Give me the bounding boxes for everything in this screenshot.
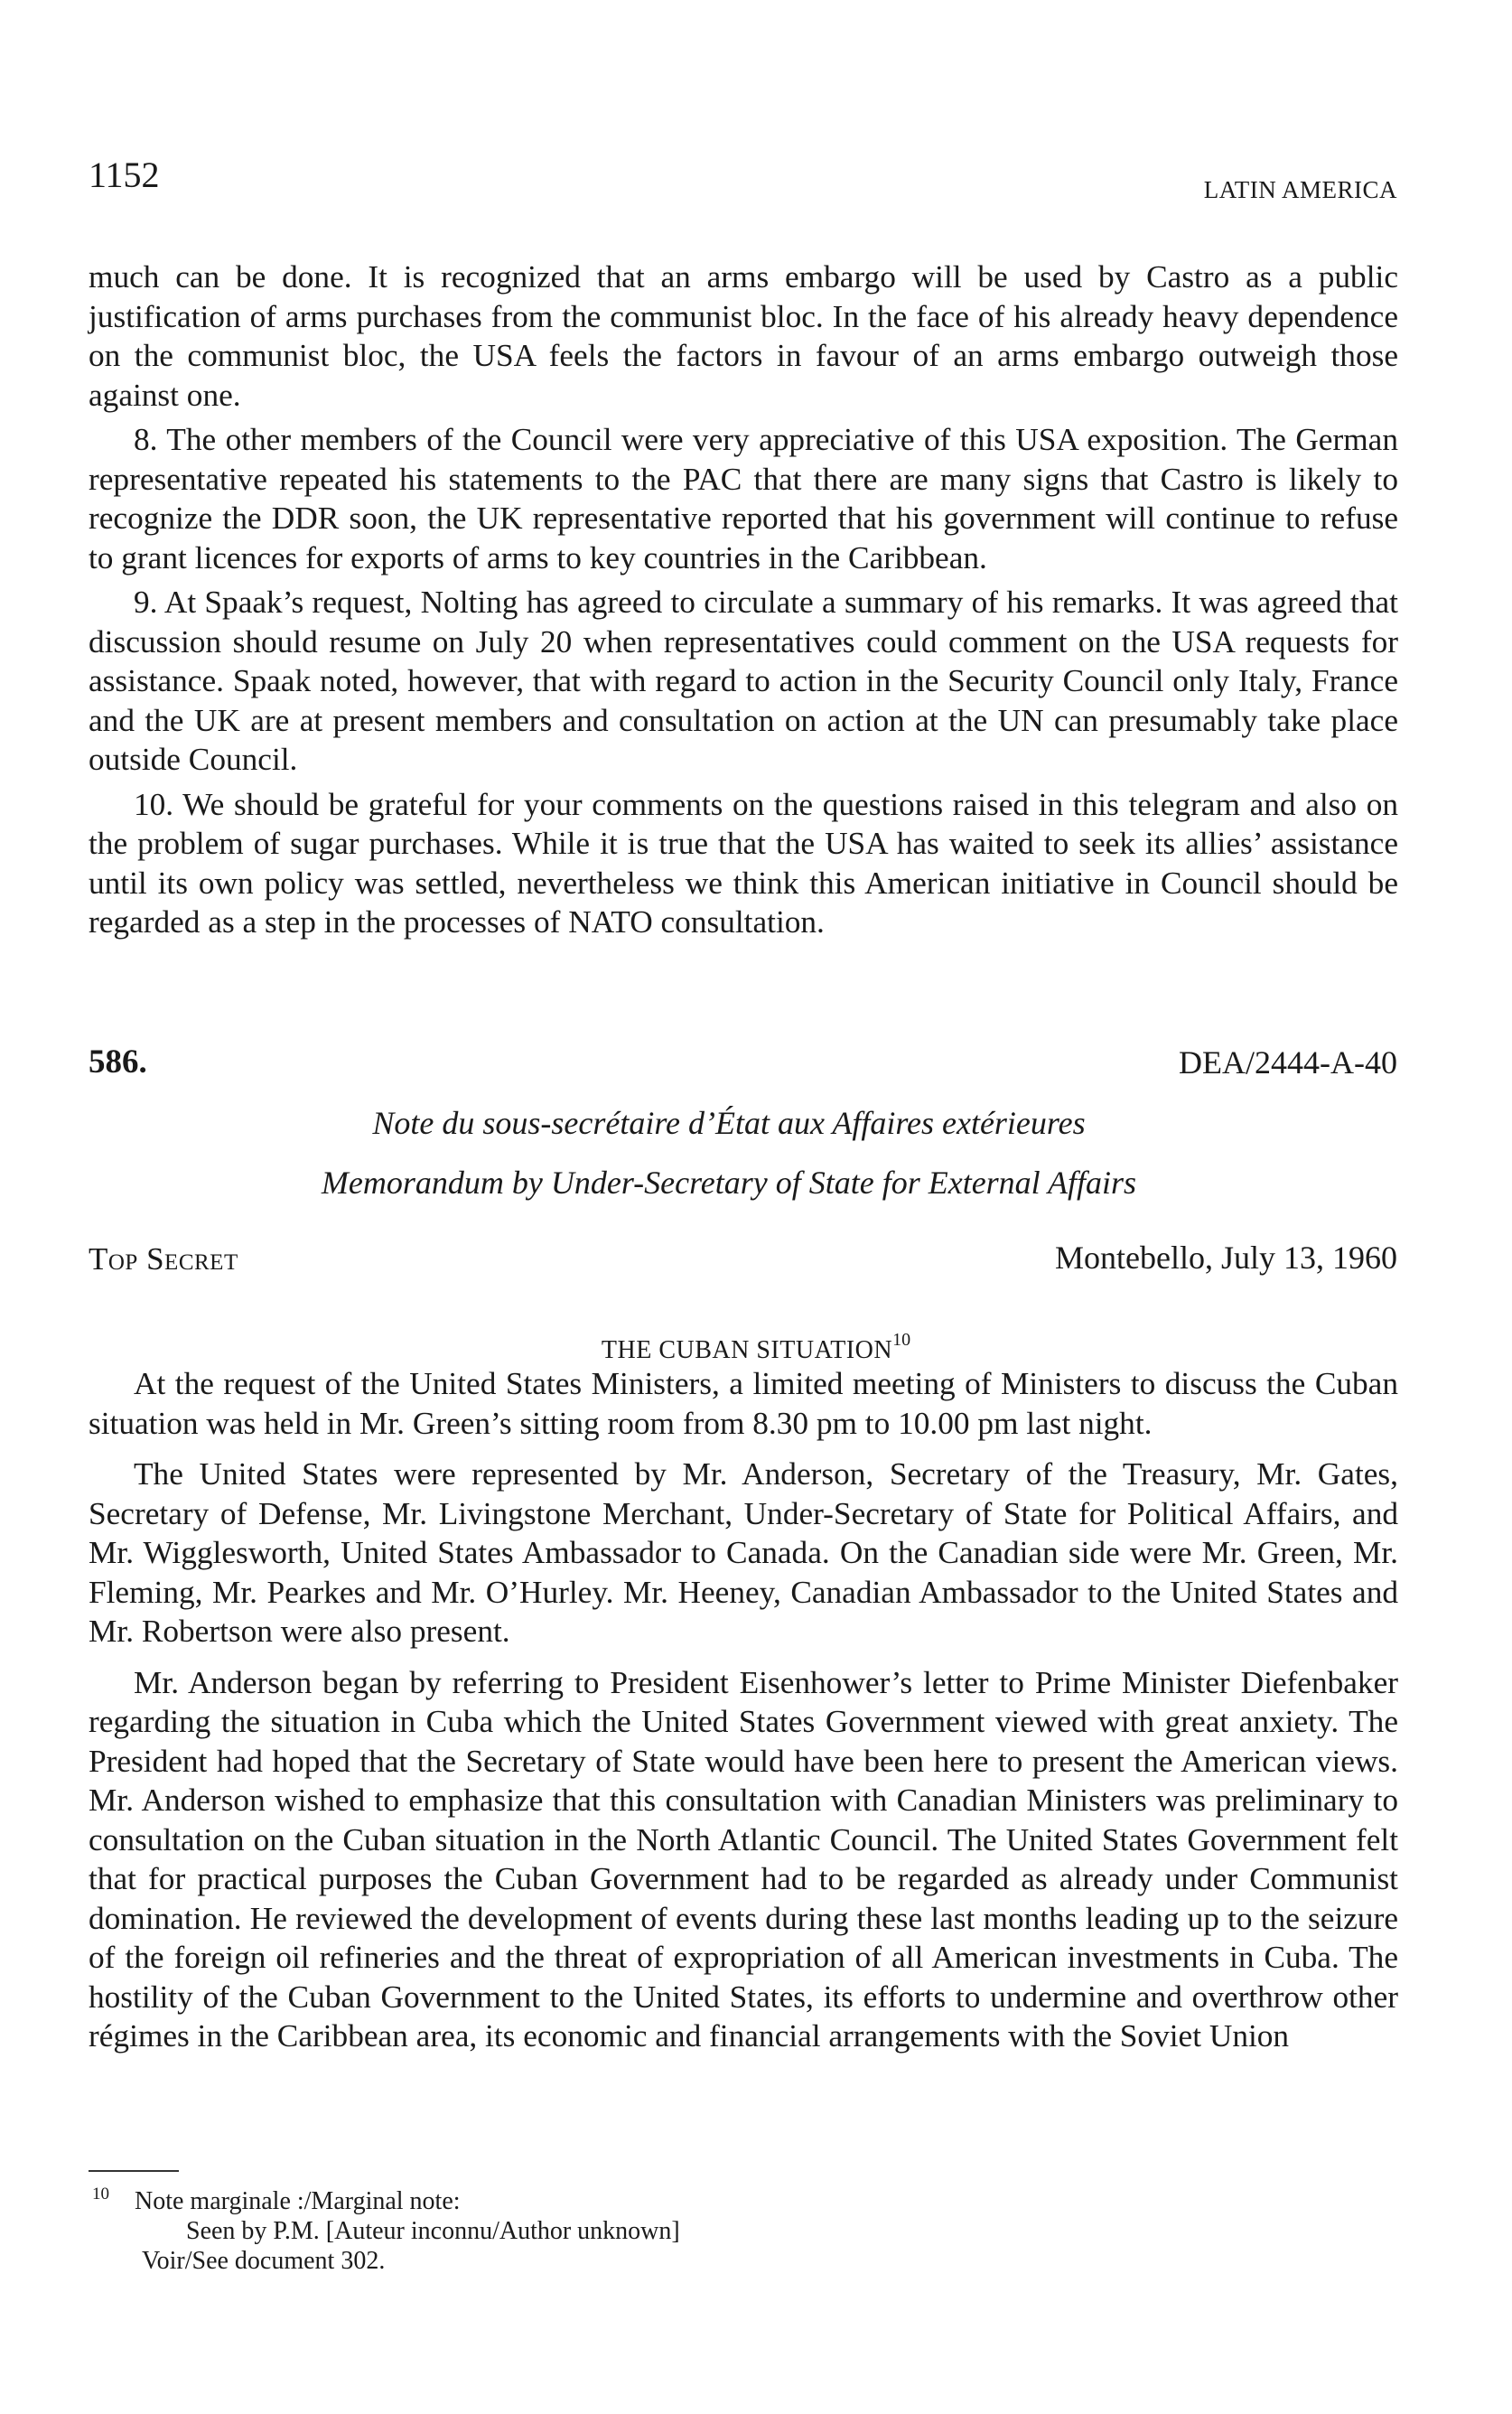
paragraph-10: 10. We should be grateful for your comments on the questions raised in this telegram and also on the problem of sugar purchases. While it is true that the USA has waited to seek its allies’ assistance until its own policy was settled, nevertheless we think this American initiative in Council should be regarded as a step in the processes of NATO consultation. — [89, 786, 1398, 940]
footnote-text-1: Note marginale :/Marginal note: — [135, 2187, 461, 2215]
page-number: 1152 — [89, 154, 160, 195]
subject-heading — [0, 1324, 1512, 1366]
paragraph-continued: much can be done. It is recognized that an arms embargo will be used by Castro as a public justification of arms purchases from the communist bloc. In the face of his already heavy dependence on the communist bloc, the USA feels the factors in favour of an arms embargo outweigh those against one. — [89, 259, 1398, 413]
footnote-line-3: Voir/See document 302. — [142, 2247, 386, 2275]
memo-paragraph: Mr. Anderson began by referring to President Eisenhower’s letter to Prime Minister Diefenbaker regarding the situation in Cuba which the United States Government viewed with great anxiety. The President had hoped that the Secretary of State would have been here to present the American views. Mr. Anderson wished to emphasize that this consultation with Canadian Ministers was preliminary to consultation on the Cuban situation in the North Atlantic Council. The United States Government felt that for practical purposes the Cuban Government had to be regarded as already under Communist domination. He reviewed the development of events during these last months leading up to the seizure of the foreign oil refineries and the threat of expropriation of all American investments in Cuba. The hostility of the Cuban Government to the United States, its efforts to undermine and overthrow other régimes in the Caribbean area, its economic and financial arrangements with the Soviet Union — [89, 1664, 1398, 2054]
footnote — [89, 2179, 680, 2276]
continuation-text — [89, 257, 1398, 942]
paragraph-9: 9. At Spaak’s request, Nolting has agreed to circulate a summary of his remarks. It was agreed that discussion should resume on July 20 when representatives could comment on the USA requests for assistance. Spaak noted, however, that with regard to action in the Security Council only Italy, France and the UK are at present members and consultation on action at the UN can presumably take place outside Council. — [89, 585, 1398, 777]
footnote-reference: 10 — [892, 1330, 911, 1350]
place-and-date: Montebello, July 13, 1960 — [1055, 1240, 1397, 1276]
footnote-line-1 — [89, 2179, 680, 2216]
security-classification: Top Secret — [89, 1241, 238, 1277]
footnote-divider — [89, 2170, 179, 2172]
paragraph-8: 8. The other members of the Council were very appreciative of this USA exposition. The German representative repeated his statements to the PAC that there are many signs that Castro is likely to recognize the DDR soon, the UK representative reported that his government will continue to refuse to grant licences for exports of arms to key countries in the Caribbean. — [89, 422, 1398, 575]
document-number: 586. — [89, 1043, 147, 1081]
memo-paragraph: At the request of the United States Ministers, a limited meeting of Ministers to discuss the Cuban situation was held in Mr. Green’s sitting room from 8.30 pm to 10.00 pm last night. — [89, 1366, 1398, 1441]
footnote-line-2: Seen by P.M. [Auteur inconnu/Author unknown] — [186, 2217, 680, 2245]
memorandum-text — [89, 1364, 1398, 2056]
subject-text: THE CUBAN SITUATION — [601, 1336, 893, 1364]
document-title-french: Note du sous-secrétaire d’État aux Affaires extérieures — [372, 1105, 1086, 1141]
memo-paragraph: The United States were represented by Mr. Anderson, Secretary of the Treasury, Mr. Gates, Secretary of Defense, Mr. Livingstone Merchant, Under-Secretary of State for Political Affairs, and Mr. Wigglesworth, United States Ambassador to Canada. On the Canadian side were Mr. Green, Mr. Fleming, Mr. Pearkes and Mr. O’Hurley. Mr. Heeney, Canadian Ambassador to the United States and Mr. Robertson were also present. — [89, 1456, 1398, 1649]
footnote-mark: 10 — [92, 2185, 109, 2203]
document-reference: DEA/2444-A-40 — [1179, 1044, 1397, 1081]
document-title-english: Memorandum by Under-Secretary of State for External Affairs — [321, 1165, 1137, 1201]
running-head: LATIN AMERICA — [1203, 176, 1397, 203]
